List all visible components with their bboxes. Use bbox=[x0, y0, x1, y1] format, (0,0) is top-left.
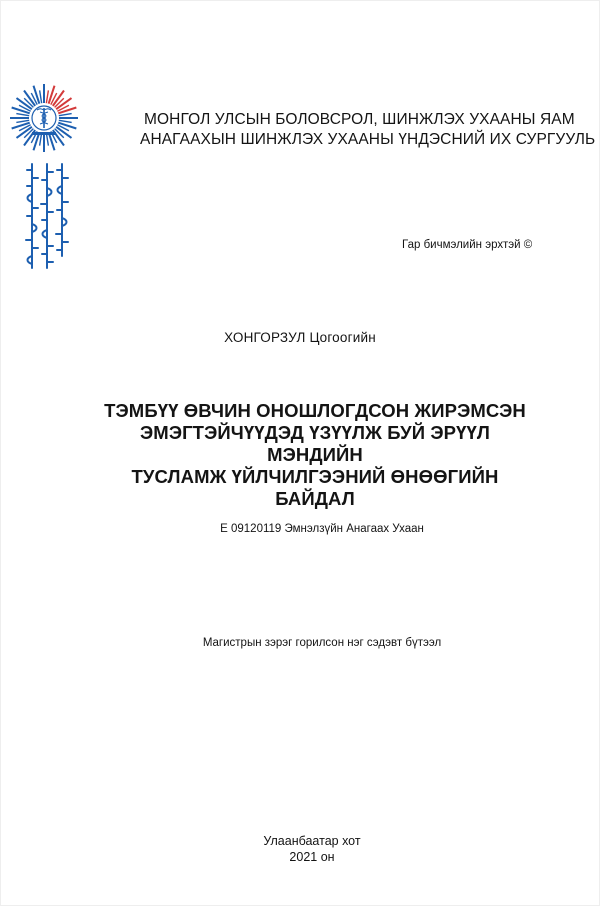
ministry-name: МОНГОЛ УЛСЫН БОЛОВСРОЛ, ШИНЖЛЭХ УХААНЫ ЯАМ bbox=[144, 111, 575, 128]
city: Улаанбаатар хот bbox=[263, 834, 361, 848]
thesis-title bbox=[90, 400, 540, 510]
emblem-ray bbox=[33, 86, 39, 104]
title-line: ТЭМБҮҮ ӨВЧИН ОНОШЛОГДСОН ЖИРЭМСЭН bbox=[104, 400, 526, 421]
institution-header bbox=[0, 110, 600, 150]
emblem-ray bbox=[46, 90, 48, 103]
emblem-ray bbox=[49, 86, 55, 104]
place-and-year bbox=[0, 833, 600, 865]
mongolian-script-name-mark bbox=[20, 160, 74, 274]
title-line: ТУСЛАМЖ ҮЙЛЧИЛГЭЭНИЙ ӨНӨӨГИЙН БАЙДАЛ bbox=[131, 466, 499, 509]
author-name: ХОНГОРЗУЛ Цогоогийн bbox=[224, 330, 376, 345]
emblem-ray bbox=[40, 90, 42, 103]
copyright-notice: Гар бичмэлийн эрхтэй © bbox=[402, 239, 533, 251]
year: 2021 он bbox=[289, 850, 335, 864]
title-line: ЭМЭГТЭЙЧҮҮДЭД ҮЗҮҮЛЖ БУЙ ЭРҮҮЛ МЭНДИЙН bbox=[140, 422, 490, 465]
university-name: АНАГААХЫН ШИНЖЛЭХ УХААНЫ ҮНДЭСНИЙ ИХ СУРГУУЛЬ bbox=[140, 131, 596, 148]
degree-note: Магистрын зэрэг горилсон нэг сэдэвт бүтээл bbox=[202, 637, 442, 649]
specialty-code: Е 09120119 Эмнэлзүйн Анагаах Ухаан bbox=[220, 523, 424, 535]
